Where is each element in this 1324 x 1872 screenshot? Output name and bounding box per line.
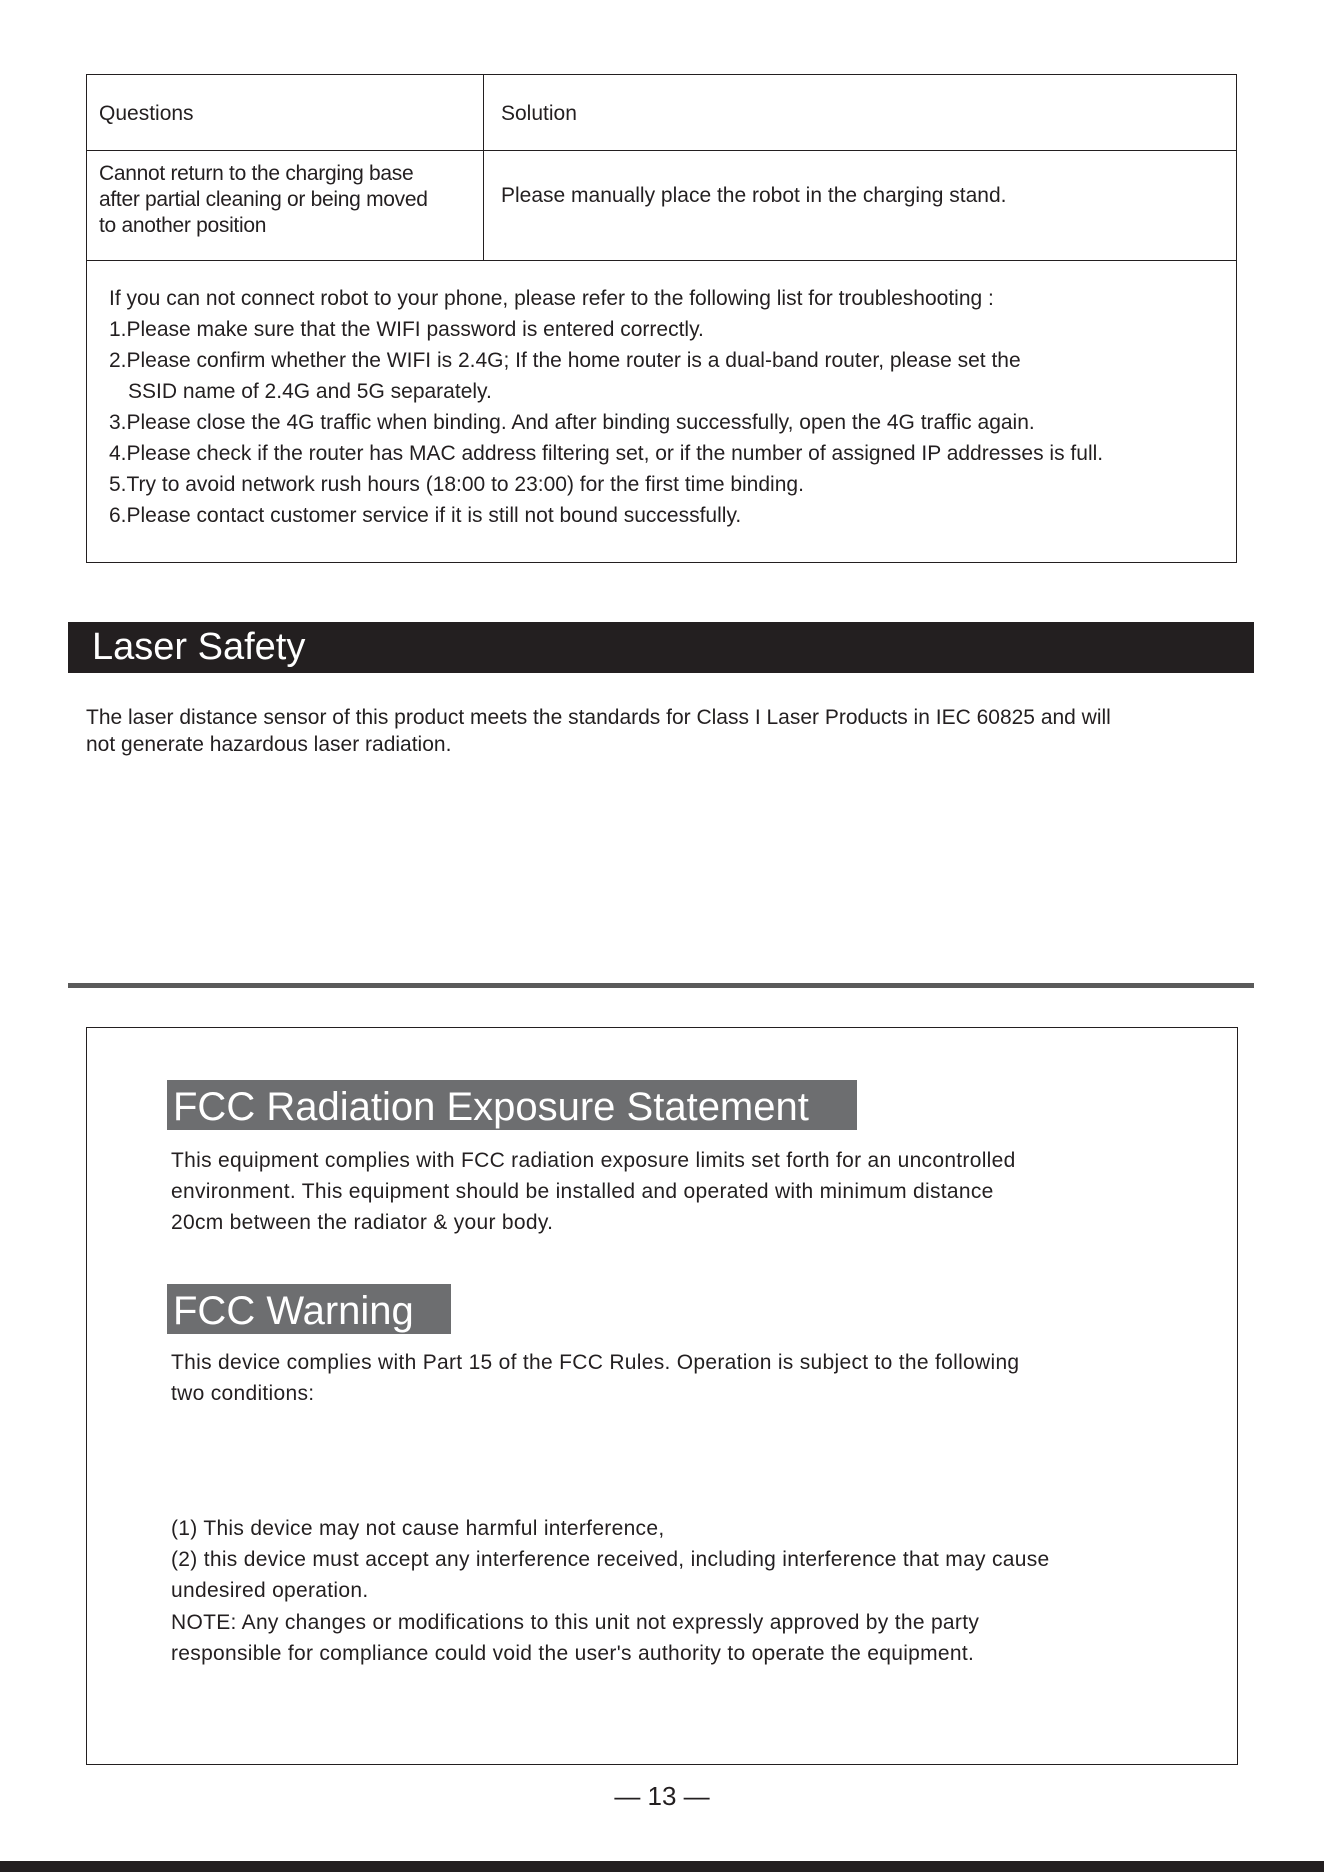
column-divider bbox=[483, 75, 484, 261]
fcc-note bbox=[171, 1607, 979, 1669]
question-cell bbox=[99, 161, 469, 239]
condition-line: (2) this device must accept any interference received, including interference that may cause bbox=[171, 1548, 1050, 1571]
list-item: 1.Please make sure that the WIFI password is entered correctly. bbox=[109, 318, 704, 341]
bottom-edge-strip bbox=[0, 1861, 1324, 1872]
list-item-continuation: SSID name of 2.4G and 5G separately. bbox=[128, 380, 492, 403]
fcc-warning-text bbox=[171, 1347, 1019, 1409]
question-line: Cannot return to the charging base bbox=[99, 162, 414, 185]
paragraph-line: environment. This equipment should be installed and operated with minimum distance bbox=[171, 1180, 994, 1203]
fcc-exposure-heading: FCC Radiation Exposure Statement bbox=[167, 1080, 857, 1130]
condition-line: undesired operation. bbox=[171, 1579, 369, 1602]
list-item: 4.Please check if the router has MAC address filtering set, or if the number of assigned IP addresses is full. bbox=[109, 442, 1104, 465]
troubleshooting-intro: If you can not connect robot to your phone, please refer to the following list for troubleshooting : bbox=[109, 287, 994, 310]
laser-safety-heading: Laser Safety bbox=[68, 622, 1254, 673]
question-line: to another position bbox=[99, 214, 267, 237]
paragraph-line: 20cm between the radiator & your body. bbox=[171, 1211, 554, 1234]
fcc-conditions bbox=[171, 1513, 1050, 1606]
paragraph-line: This equipment complies with FCC radiation exposure limits set forth for an uncontrolled bbox=[171, 1149, 1016, 1172]
troubleshooting-table bbox=[86, 74, 1237, 563]
header-solution: Solution bbox=[501, 102, 577, 125]
list-item: 6.Please contact customer service if it is still not bound successfully. bbox=[109, 504, 742, 527]
fcc-box bbox=[86, 1027, 1238, 1765]
troubleshooting-list bbox=[109, 283, 1229, 531]
fcc-exposure-text bbox=[171, 1145, 1016, 1238]
table-header-row bbox=[87, 75, 1236, 151]
question-line: after partial cleaning or being moved bbox=[99, 188, 428, 211]
paragraph-line: This device complies with Part 15 of the FCC Rules. Operation is subject to the following bbox=[171, 1351, 1020, 1374]
section-divider bbox=[68, 983, 1254, 988]
fcc-warning-heading: FCC Warning bbox=[167, 1284, 451, 1334]
list-item: 5.Try to avoid network rush hours (18:00 to 23:00) for the first time binding. bbox=[109, 473, 804, 496]
header-questions: Questions bbox=[99, 102, 194, 125]
solution-cell: Please manually place the robot in the charging stand. bbox=[501, 184, 1007, 207]
list-item: 3.Please close the 4G traffic when binding. And after binding successfully, open the 4G traffic again. bbox=[109, 411, 1035, 434]
condition-line: (1) This device may not cause harmful interference, bbox=[171, 1517, 665, 1540]
note-line: responsible for compliance could void the user's authority to operate the equipment. bbox=[171, 1642, 975, 1665]
laser-safety-text bbox=[86, 704, 1226, 758]
laser-line: not generate hazardous laser radiation. bbox=[86, 733, 452, 756]
list-item: 2.Please confirm whether the WIFI is 2.4G; If the home router is a dual-band router, please set the bbox=[109, 349, 1021, 372]
page-number: — 13 — bbox=[614, 1781, 710, 1811]
paragraph-line: two conditions: bbox=[171, 1382, 315, 1405]
note-line: NOTE: Any changes or modifications to this unit not expressly approved by the party bbox=[171, 1611, 980, 1634]
laser-line: The laser distance sensor of this product meets the standards for Class I Laser Products in IEC 60825 and will bbox=[86, 706, 1111, 729]
